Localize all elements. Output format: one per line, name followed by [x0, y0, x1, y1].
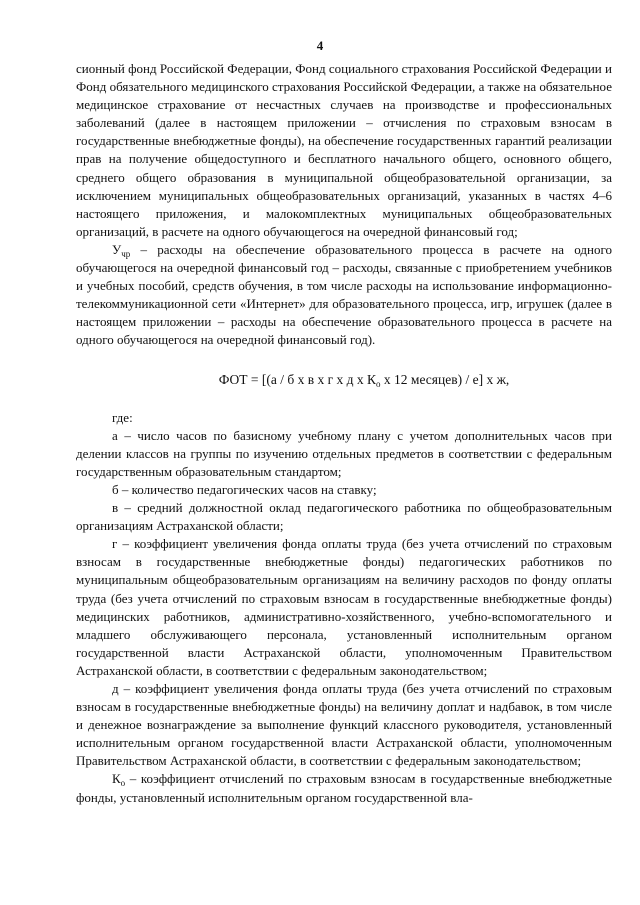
symbol-k: К	[112, 771, 121, 787]
document-body	[76, 60, 612, 807]
page-number: 4	[316, 38, 324, 53]
definition-b: б – количество педагогических часов на ставку;	[112, 481, 377, 497]
paragraph-ychr-definition	[76, 241, 612, 350]
definition-a: а – число часов по базисному учебному плану с учетом дополнительных часов при делении классов на группы по изучению отдельных предметов в соответствии с федеральным государственным образовательным стандартом;	[76, 427, 612, 479]
formula-fot: ФОТ = [(а / б х в х г х д х $К_о$ х 12 месяцев) / е] х ж,	[218, 371, 510, 389]
symbol-u: У	[112, 241, 122, 257]
where-label: где:	[112, 409, 133, 425]
symbol-subscript-o: о	[120, 778, 126, 789]
ychr-description: – расходы на обеспечение образовательного процесса в расчете на одного обучающегося на очередной финансовый год – расходы, связанные с приобретением учебников и учебных пособий, средств обучения, в том числе расходы на использование информационно-телекоммуникационной сети «Интернет» для образовательного процесса, игр, игрушек (далее в настоящем приложении – расходы на обеспечение образовательного процесса в расчете на одного обучающегося на очередной финансовый год).	[76, 241, 612, 348]
definition-v: в – средний должностной оклад педагогического работника по общеобразовательным организациям Астраханской области;	[76, 500, 612, 534]
paragraph-continuation: сионный фонд Российской Федерации, Фонд социального страхования Российской Федерации и Фонд обязательного медицинского страхования Российской Федерации, а также на обязательное медицинское страхование от несчастных случаев на производстве и профессиональных заболеваний (далее в настоящем приложении – отчисления по страховым взносам в государственные внебюджетные фонды), на обеспечение государственных гарантий реализации прав на получение общедоступного и бесплатного начального общего, основного общего, среднего общего образования в муниципальной общеобразовательной организации, за исключением муниципальных общеобразовательных организаций, указанных в частях 4–6 настоящего приложения, и малокомплектных муниципальных общеобразовательных организаций, в расчете на одного обучающегося на очередной финансовый год;	[76, 61, 612, 239]
ko-description: – коэффициент отчислений по страховым взносам в государственные внебюджетные фонды, установленный исполнительным органом государственной вла-	[76, 771, 612, 805]
definition-g: г – коэффициент увеличения фонда оплаты труда (без учета отчислений по страховым взносам в государственные внебюджетные фонды) педагогических работников по муниципальным общеобразовательным организациям на величину расходов по фонду оплаты труда (без учета отчислений по страховым взносам в государственные внебюджетные фонды) медицинских работников, административно-хозяйственного, учебно-вспомогательного и младшего обслуживающего персонала, установленный исполнительным органом государственной власти Астраханской области, уполномоченным Правительством Астраханской области, в соответствии с федеральным законодательством;	[76, 536, 612, 678]
definition-ko	[76, 770, 612, 806]
symbol-subscript-chr: чр	[121, 248, 131, 259]
definition-d: д – коэффициент увеличения фонда оплаты труда (без учета отчислений по страховым взносам в государственные внебюджетные фонды) на величину доплат и надбавок, в том числе и денежное вознаграждение за выполнение функций классного руководителя, установленный исполнительным органом государственной власти Астраханской области, уполномоченным Правительством Астраханской области, в соответствии с федеральным законодательством;	[76, 681, 612, 769]
